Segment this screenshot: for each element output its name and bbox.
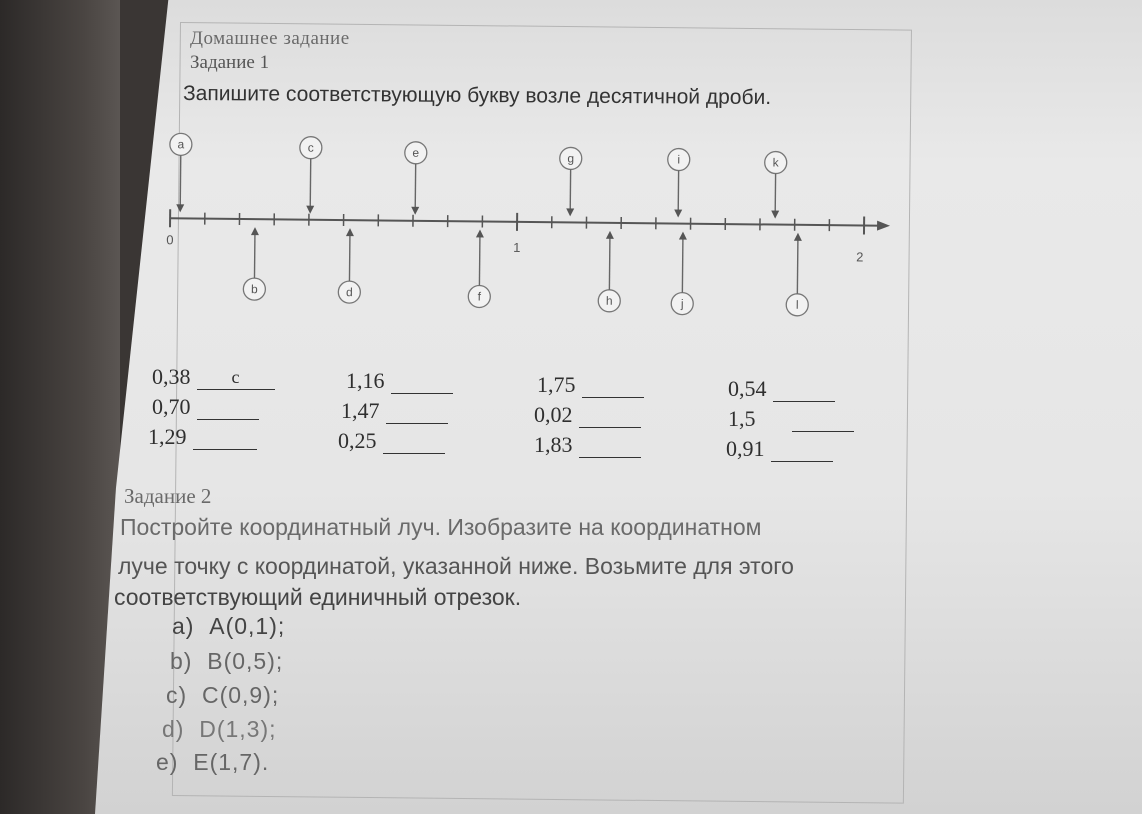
- answer-blank[interactable]: [391, 371, 453, 394]
- marker-arrowhead: [771, 211, 779, 219]
- decimal-value: 0,70: [152, 394, 191, 419]
- point-letter: e): [156, 749, 179, 775]
- decimal-value: 1,47: [341, 398, 380, 423]
- answer-blank[interactable]: [579, 435, 641, 458]
- marker-pointer-line: [797, 239, 798, 294]
- point-item: [162, 716, 277, 743]
- point-item: [172, 613, 285, 640]
- marker-arrowhead: [306, 206, 314, 214]
- marker-a: [169, 133, 192, 212]
- marker-arrowhead: [794, 233, 802, 241]
- answer-blank[interactable]: c: [197, 367, 275, 390]
- marker-label: e: [412, 145, 420, 160]
- answer-row: [726, 436, 833, 462]
- marker-label: k: [772, 155, 779, 170]
- task2-text-line: соответствующий единичный отрезок.: [114, 584, 522, 610]
- decimal-value: 0,02: [534, 402, 573, 427]
- marker-arrowhead: [346, 228, 354, 236]
- task1-title: Задание 1: [190, 52, 270, 73]
- marker-arrowhead: [251, 227, 259, 235]
- tick-label-1: 1: [513, 239, 521, 255]
- answer-row: [148, 424, 257, 450]
- point-coordinate: A(0,1);: [209, 613, 286, 639]
- answer-blank[interactable]: [773, 379, 835, 402]
- marker-arrowhead: [679, 232, 687, 240]
- point-letter: b): [170, 648, 193, 674]
- tick-label-0: 0: [166, 232, 174, 248]
- marker-pointer-line: [609, 237, 610, 290]
- answer-row: [534, 432, 641, 458]
- marker-label: g: [567, 151, 575, 166]
- point-item: [156, 749, 269, 776]
- marker-arrowhead: [606, 231, 614, 239]
- point-letter: c): [166, 682, 188, 708]
- answer-blank[interactable]: [383, 431, 445, 454]
- point-item: [166, 682, 279, 709]
- decimal-value: 0,25: [338, 428, 377, 453]
- marker-arrowhead: [411, 207, 419, 215]
- number-line-arrowhead: [877, 221, 890, 231]
- marker-l: [786, 233, 809, 316]
- marker-j: [671, 231, 694, 314]
- answer-blank[interactable]: [197, 397, 259, 420]
- answer-blank[interactable]: [579, 405, 641, 428]
- answer-row: [728, 406, 854, 432]
- decimal-value: 0,38: [152, 364, 191, 389]
- number-line: [150, 130, 910, 330]
- marker-e: [404, 142, 427, 215]
- marker-arrowhead: [476, 229, 484, 237]
- number-line-axis: [170, 218, 885, 225]
- marker-label: f: [477, 289, 482, 304]
- marker-b: [243, 227, 266, 300]
- marker-pointer-line: [180, 155, 181, 206]
- marker-label: i: [677, 152, 681, 167]
- marker-label: l: [795, 297, 799, 312]
- marker-arrowhead: [176, 204, 184, 212]
- answer-row: [346, 368, 453, 394]
- marker-k: [764, 151, 787, 218]
- desk-background: [0, 0, 120, 814]
- marker-i: [667, 148, 690, 217]
- marker-pointer-line: [310, 159, 311, 208]
- marker-d: [338, 228, 361, 303]
- answer-blank[interactable]: [193, 427, 257, 450]
- marker-pointer-line: [682, 238, 683, 293]
- marker-label: c: [307, 140, 314, 155]
- task1-instruction: Запишите соответствующую букву возле десятичной дроби.: [182, 81, 772, 110]
- answer-blank[interactable]: [582, 375, 644, 398]
- decimal-value: 1,16: [346, 368, 385, 393]
- answer-row: [341, 398, 448, 424]
- point-coordinate: D(1,3);: [199, 716, 277, 742]
- marker-f: [468, 229, 491, 307]
- marker-g: [559, 147, 582, 216]
- marker-h: [598, 231, 621, 312]
- tick-label-2: 2: [856, 249, 864, 265]
- number-line-ticks: [170, 209, 864, 234]
- decimal-value: 1,29: [148, 424, 187, 449]
- answer-row: [537, 372, 644, 398]
- decimal-value: 1,5: [728, 406, 756, 431]
- decimal-value: 1,75: [537, 372, 576, 397]
- point-letter: d): [162, 716, 185, 742]
- answer-blank[interactable]: [792, 409, 854, 432]
- decimal-value: 0,91: [726, 436, 765, 461]
- answer-row: [152, 364, 275, 390]
- answer-blank[interactable]: [771, 439, 833, 462]
- homework-title: Домашнее задание: [190, 28, 350, 49]
- point-coordinate: B(0,5);: [207, 648, 284, 674]
- task2-text-line: луче точку с координатой, указанной ниже. Возьмите для этого: [118, 553, 794, 579]
- marker-label: h: [605, 293, 613, 308]
- marker-arrowhead: [566, 208, 574, 216]
- marker-arrowhead: [674, 210, 682, 218]
- answer-blank[interactable]: [386, 401, 448, 424]
- decimal-value: 0,54: [728, 376, 767, 401]
- point-item: [170, 648, 283, 675]
- point-letter: a): [172, 613, 195, 639]
- decimal-value: 1,83: [534, 432, 573, 457]
- task2-title: Задание 2: [124, 484, 212, 508]
- marker-label: a: [177, 137, 185, 152]
- answer-row: [728, 376, 835, 402]
- marker-label: d: [345, 285, 353, 300]
- task2-text-line: Постройте координатный луч. Изобразите на координатном: [120, 514, 762, 540]
- marker-label: b: [250, 282, 258, 297]
- answer-row: [152, 394, 259, 420]
- answer-row: [534, 402, 641, 428]
- marker-pointer-line: [479, 235, 480, 285]
- marker-c: [299, 137, 322, 214]
- point-coordinate: E(1,7).: [193, 749, 270, 775]
- marker-label: j: [680, 296, 684, 311]
- answer-row: [338, 428, 445, 454]
- point-coordinate: C(0,9);: [201, 682, 280, 708]
